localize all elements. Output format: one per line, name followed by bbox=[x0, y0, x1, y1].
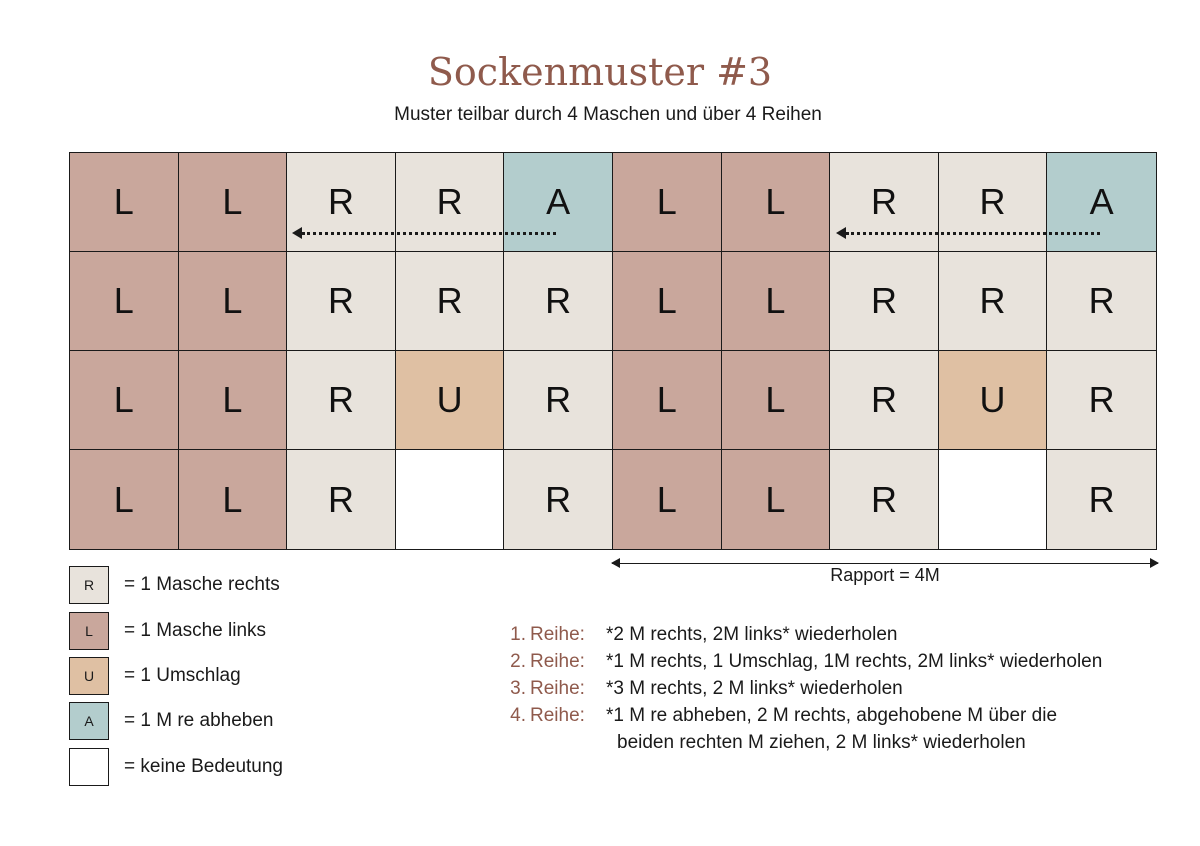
grid-cell-r1-c7: L bbox=[722, 153, 831, 252]
grid-cell-r4-c1: L bbox=[70, 450, 179, 549]
instruction-label: Reihe: bbox=[530, 651, 585, 672]
legend-text: = 1 Masche links bbox=[124, 620, 267, 641]
grid-cell-r4-c6: L bbox=[613, 450, 722, 549]
grid-cell-r2-c9: R bbox=[939, 252, 1048, 351]
legend-text: = 1 Masche rechts bbox=[124, 574, 280, 595]
instruction-number: 3. bbox=[510, 678, 526, 699]
grid-cell-r3-c10: R bbox=[1047, 351, 1156, 450]
legend-item bbox=[69, 747, 283, 787]
dotted-arrow-left-icon bbox=[292, 227, 556, 239]
pattern-grid bbox=[69, 152, 1157, 550]
grid-cell-r3-c7: L bbox=[722, 351, 831, 450]
instruction-continuation: beiden rechten M ziehen, 2 M links* wiederholen bbox=[617, 732, 1026, 753]
legend-text: = keine Bedeutung bbox=[124, 756, 283, 777]
grid-cell-r1-c3: R bbox=[287, 153, 396, 252]
page-subtitle: Muster teilbar durch 4 Maschen und über 4 Reihen bbox=[394, 104, 822, 125]
legend-item bbox=[69, 611, 266, 651]
grid-cell-r1-c10: A bbox=[1047, 153, 1156, 252]
grid-cell-r1-c6: L bbox=[613, 153, 722, 252]
instruction-number: 1. bbox=[510, 624, 526, 645]
legend-swatch bbox=[69, 748, 109, 786]
legend-text: = 1 Umschlag bbox=[124, 665, 241, 686]
grid-cell-r3-c2: L bbox=[179, 351, 288, 450]
grid-cell-r1-c4: R bbox=[396, 153, 505, 252]
grid-cell-r4-c10: R bbox=[1047, 450, 1156, 549]
grid-cell-r2-c5: R bbox=[504, 252, 613, 351]
grid-cell-r2-c10: R bbox=[1047, 252, 1156, 351]
grid-cell-r2-c7: L bbox=[722, 252, 831, 351]
grid-cell-r3-c1: L bbox=[70, 351, 179, 450]
legend-item bbox=[69, 565, 280, 605]
rapport-double-arrow-icon bbox=[612, 563, 1158, 564]
legend-item bbox=[69, 701, 273, 741]
grid-cell-r3-c5: R bbox=[504, 351, 613, 450]
grid-cell-r4-c4 bbox=[396, 450, 505, 549]
legend-swatch: A bbox=[69, 702, 109, 740]
grid-cell-r1-c5: A bbox=[504, 153, 613, 252]
grid-cell-r4-c8: R bbox=[830, 450, 939, 549]
grid-cell-r2-c4: R bbox=[396, 252, 505, 351]
grid-cell-r3-c6: L bbox=[613, 351, 722, 450]
grid-cell-r4-c9 bbox=[939, 450, 1048, 549]
legend-text: = 1 M re abheben bbox=[124, 710, 274, 731]
grid-cell-r3-c8: R bbox=[830, 351, 939, 450]
grid-cell-r2-c1: L bbox=[70, 252, 179, 351]
grid-cell-r2-c8: R bbox=[830, 252, 939, 351]
rapport-label: Rapport = 4M bbox=[830, 565, 940, 585]
grid-cell-r1-c1: L bbox=[70, 153, 179, 252]
legend-swatch: R bbox=[69, 566, 109, 604]
instruction-text: *3 M rechts, 2 M links* wiederholen bbox=[606, 678, 903, 699]
legend-item bbox=[69, 656, 241, 696]
grid-cell-r2-c2: L bbox=[179, 252, 288, 351]
grid-cell-r1-c9: R bbox=[939, 153, 1048, 252]
instruction-label: Reihe: bbox=[530, 624, 585, 645]
grid-cell-r4-c5: R bbox=[504, 450, 613, 549]
instruction-number: 2. bbox=[510, 651, 526, 672]
grid-cell-r2-c6: L bbox=[613, 252, 722, 351]
legend-swatch: U bbox=[69, 657, 109, 695]
grid-cell-r4-c2: L bbox=[179, 450, 288, 549]
grid-cell-r3-c3: R bbox=[287, 351, 396, 450]
legend-swatch: L bbox=[69, 612, 109, 650]
grid-cell-r1-c8: R bbox=[830, 153, 939, 252]
instruction-text: *1 M rechts, 1 Umschlag, 1M rechts, 2M links* wiederholen bbox=[606, 651, 1103, 672]
instruction-label: Reihe: bbox=[530, 705, 585, 726]
grid-cell-r3-c9: U bbox=[939, 351, 1048, 450]
grid-cell-r4-c3: R bbox=[287, 450, 396, 549]
dotted-arrow-left-icon bbox=[836, 227, 1100, 239]
grid-cell-r1-c2: L bbox=[179, 153, 288, 252]
instruction-number: 4. bbox=[510, 705, 526, 726]
page-title: Sockenmuster #3 bbox=[427, 50, 773, 94]
grid-cell-r2-c3: R bbox=[287, 252, 396, 351]
grid-cell-r4-c7: L bbox=[722, 450, 831, 549]
instruction-text: *2 M rechts, 2M links* wiederholen bbox=[606, 624, 898, 645]
grid-cell-r3-c4: U bbox=[396, 351, 505, 450]
instruction-text: *1 M re abheben, 2 M rechts, abgehobene M über die bbox=[606, 705, 1058, 726]
instruction-label: Reihe: bbox=[530, 678, 585, 699]
